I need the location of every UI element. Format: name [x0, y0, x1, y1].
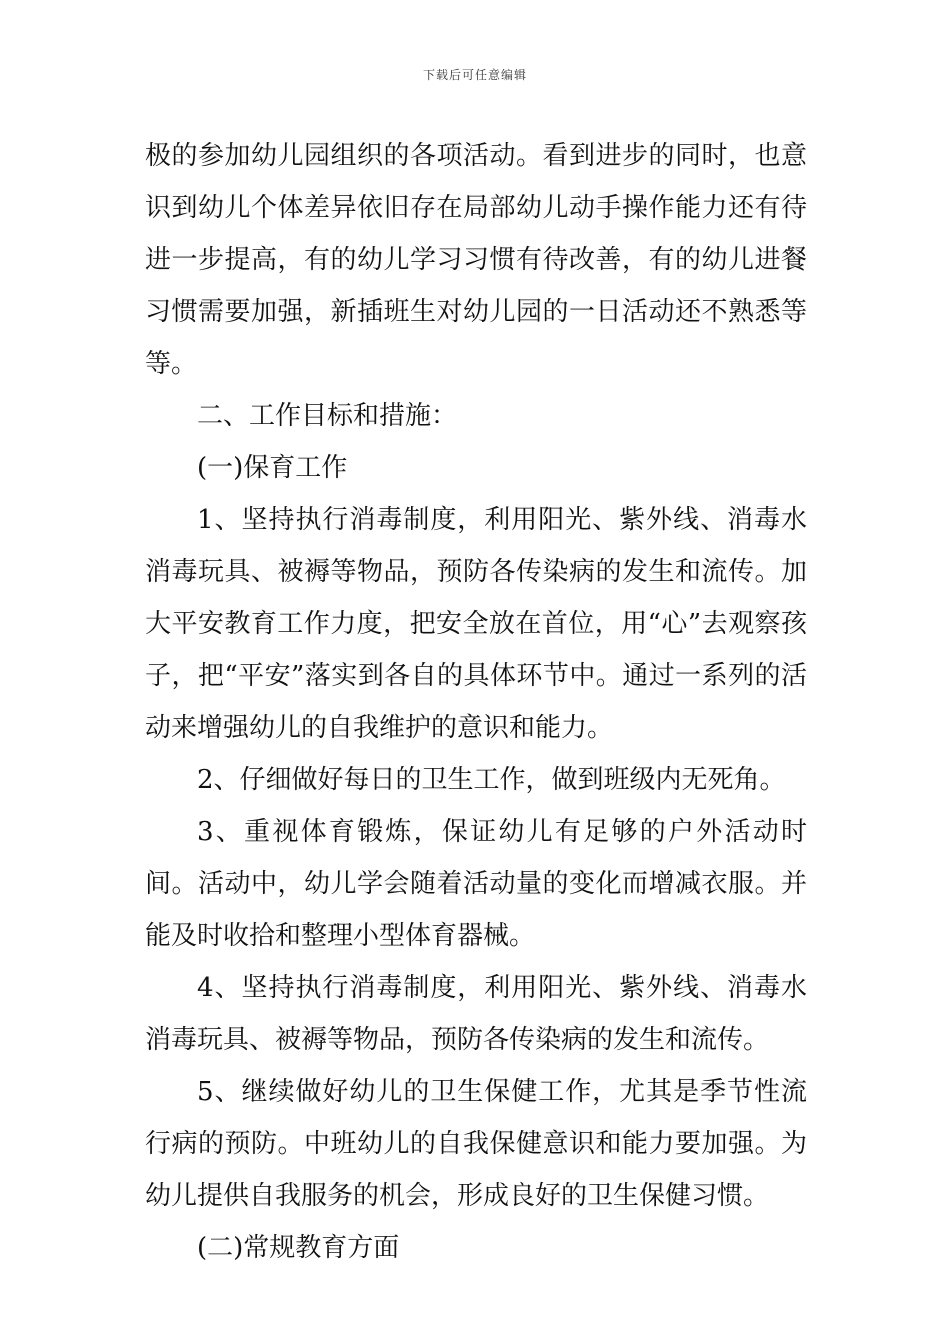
page-header-note: 下载后可任意编辑: [422, 68, 527, 82]
document-body: [145, 130, 807, 1274]
paragraph-item-1: 1、坚持执行消毒制度，利用阳光、紫外线、消毒水消毒玩具、被褥等物品，预防各传染病的发生和流传。加大平安教育工作力度，把安全放在首位，用“心”去观察孩子，把“平安”落实到各自的具体环节中。通过一系列的活动来增强幼儿的自我维护的意识和能力。: [145, 505, 807, 743]
section-heading-goals: 二、工作目标和措施：: [197, 401, 458, 431]
paragraph-item-4: 4、坚持执行消毒制度，利用阳光、紫外线、消毒水消毒玩具、被褥等物品，预防各传染病的发生和流传。: [145, 973, 807, 1055]
paragraph-continuation: 极的参加幼儿园组织的各项活动。看到进步的同时，也意识到幼儿个体差异依旧存在局部幼儿动手操作能力还有待进一步提高，有的幼儿学习习惯有待改善，有的幼儿进餐习惯需要加强，新插班生对幼儿园的一日活动还不熟悉等等。: [145, 141, 807, 379]
paragraph-item-2: 2、仔细做好每日的卫生工作，做到班级内无死角。: [197, 765, 786, 795]
subsection-heading-care: (一)保育工作: [197, 453, 348, 483]
paragraph-item-3: 3、重视体育锻炼，保证幼儿有足够的户外活动时间。活动中，幼儿学会随着活动量的变化而增减衣服。并能及时收拾和整理小型体育器械。: [145, 817, 807, 951]
paragraph-item-5: 5、继续做好幼儿的卫生保健工作，尤其是季节性流行病的预防。中班幼儿的自我保健意识和能力要加强。为幼儿提供自我服务的机会，形成良好的卫生保健习惯。: [145, 1077, 807, 1211]
subsection-heading-routine: (二)常规教育方面: [197, 1233, 400, 1263]
